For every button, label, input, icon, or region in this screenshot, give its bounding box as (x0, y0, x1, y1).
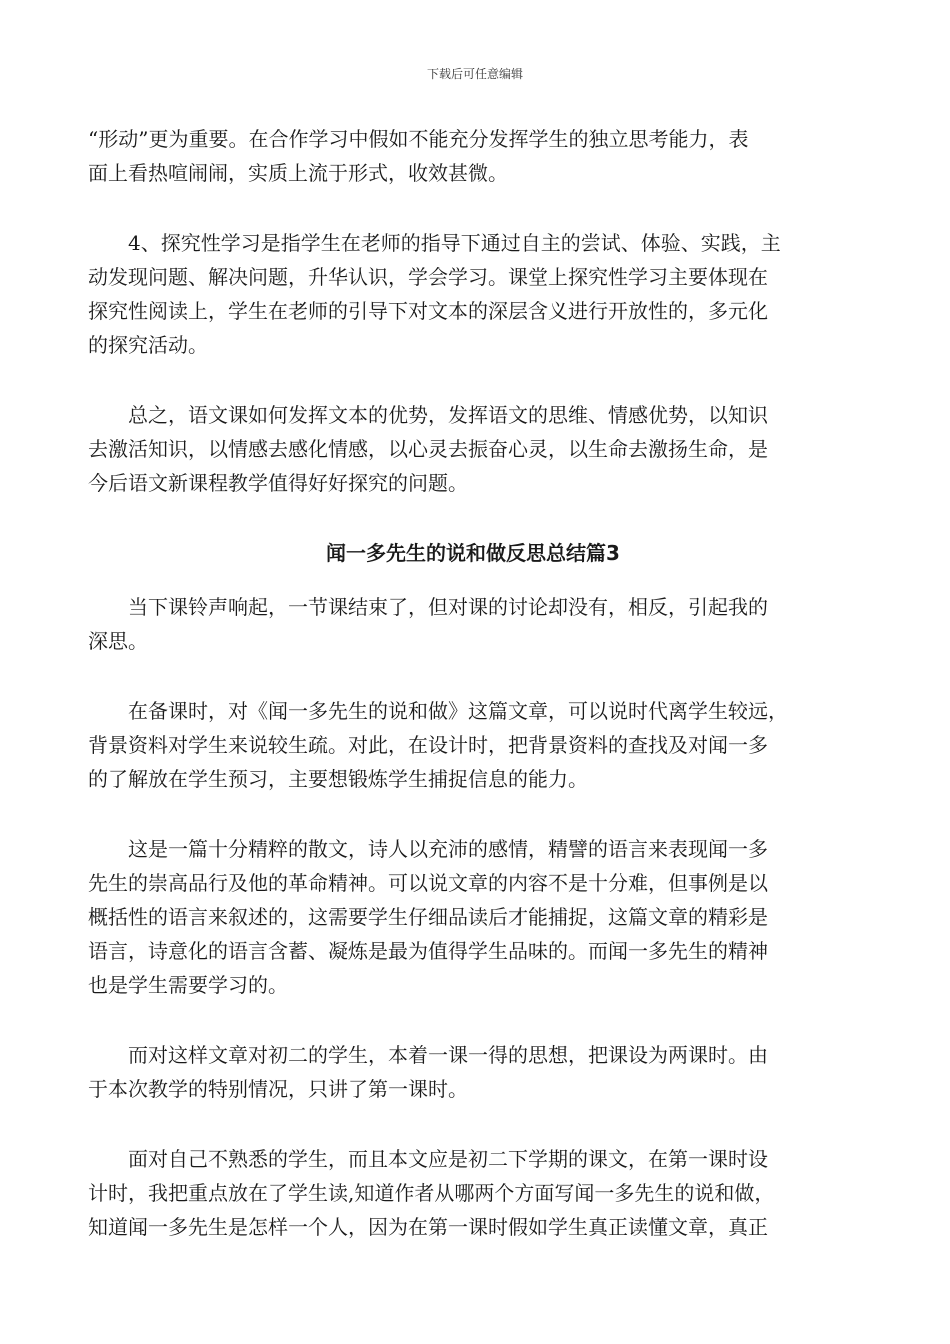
paragraph (88, 590, 858, 658)
paragraph-line: 去激活知识，以情感去感化情感，以心灵去振奋心灵，以生命去激扬生命，是 (88, 437, 768, 461)
paragraph-line: 今后语文新课程教学值得好好探究的问题。 (88, 471, 468, 495)
paragraph-line: 动发现问题、解决问题，升华认识，学会学习。课堂上探究性学习主要体现在 (88, 265, 768, 289)
paragraph (88, 832, 858, 1002)
paragraph-line: 于本次教学的特别情况，只讲了第一课时。 (88, 1077, 468, 1101)
paragraph (88, 1038, 858, 1106)
paragraph-line: 深思。 (88, 629, 148, 653)
section-heading: 闻一多先生的说和做反思总结篇3 (326, 541, 620, 565)
paragraph-line: 的了解放在学生预习，主要想锻炼学生捕捉信息的能力。 (88, 767, 588, 791)
paragraph-line: 面上看热喧闹闹，实质上流于形式，收效甚微。 (88, 161, 508, 185)
paragraph-line: 在备课时，对《闻一多先生的说和做》这篇文章，可以说时代离学生较远， (88, 699, 788, 723)
paragraph-line: 也是学生需要学习的。 (88, 973, 288, 997)
paragraph-line: 总之，语文课如何发挥文本的优势，发挥语文的思维、情感优势，以知识 (88, 403, 768, 427)
paragraph-line: 计时，我把重点放在了学生读,知道作者从哪两个方面写闻一多先生的说和做， (88, 1181, 775, 1205)
paragraph-line: 而对这样文章对初二的学生，本着一课一得的思想，把课设为两课时。由 (88, 1043, 768, 1067)
paragraph (88, 398, 858, 500)
document-body (88, 122, 858, 1280)
paragraph-line: 背景资料对学生来说较生疏。对此，在设计时，把背景资料的查找及对闻一多 (88, 733, 768, 757)
paragraph (88, 694, 858, 796)
paragraph-line: 面对自己不熟悉的学生，而且本文应是初二下学期的课文，在第一课时设 (88, 1147, 768, 1171)
paragraph (88, 226, 858, 362)
paragraph-line: 语言，诗意化的语言含蓄、凝炼是最为值得学生品味的。而闻一多先生的精神 (88, 939, 768, 963)
paragraph-line: “形动”更为重要。在合作学习中假如不能充分发挥学生的独立思考能力，表 (88, 127, 749, 151)
paragraph-line: 探究性阅读上，学生在老师的引导下对文本的深层含义进行开放性的，多元化 (88, 299, 768, 323)
paragraph (88, 122, 858, 190)
header-note: 下载后可任意编辑 (426, 67, 523, 81)
paragraph-line: 4、探究性学习是指学生在老师的指导下通过自主的尝试、体验、实践，主 (88, 231, 781, 255)
paragraph-line: 概括性的语言来叙述的，这需要学生仔细品读后才能捕捉，这篇文章的精彩是 (88, 905, 768, 929)
paragraph-line: 先生的崇高品行及他的革命精神。可以说文章的内容不是十分难，但事例是以 (88, 871, 768, 895)
paragraph-line: 的探究活动。 (88, 333, 208, 357)
paragraph-line: 当下课铃声响起，一节课结束了，但对课的讨论却没有，相反，引起我的 (88, 595, 768, 619)
paragraph (88, 1142, 858, 1244)
paragraph-line: 知道闻一多先生是怎样一个人，因为在第一课时假如学生真正读懂文章，真正 (88, 1215, 768, 1239)
paragraph-line: 这是一篇十分精粹的散文，诗人以充沛的感情，精譬的语言来表现闻一多 (88, 837, 768, 861)
